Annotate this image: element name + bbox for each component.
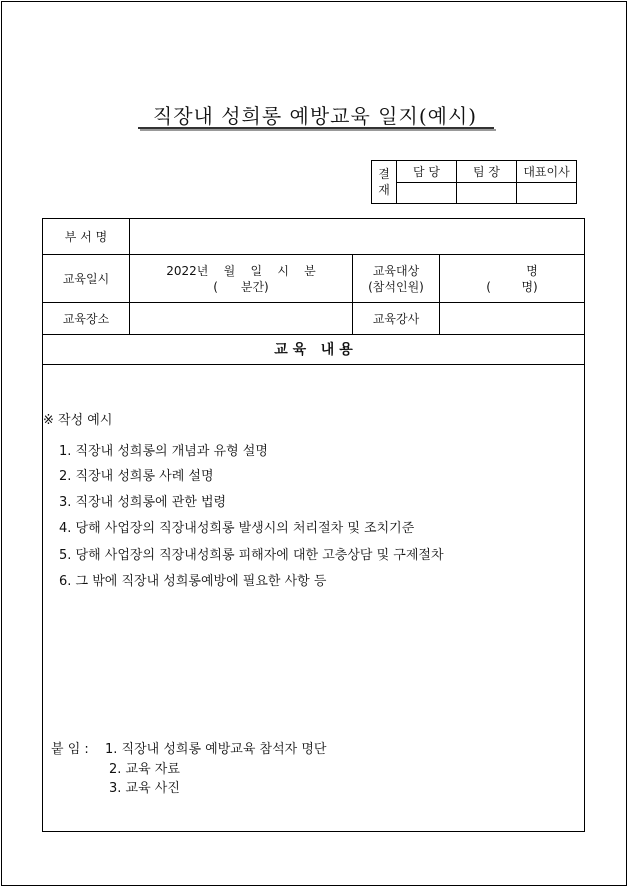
approval-sign-team-leader[interactable] (457, 183, 517, 204)
target-label-1: 교육대상 (372, 263, 420, 278)
approval-table (371, 160, 577, 204)
place-value[interactable] (130, 303, 353, 335)
title-underline (138, 127, 494, 129)
date-line-1: 2022년 월 일 시 분 (166, 263, 316, 278)
content-item: 5. 당해 사업장의 직장내성희롱 피해자에 대한 고충상담 및 구제절차 (59, 548, 444, 563)
approval-col-team-leader: 팀 장 (457, 161, 517, 183)
content-item: 3. 직장내 성희롱에 관한 법령 (59, 495, 227, 510)
content-item: 1. 직장내 성희롱의 개념과 유형 설명 (59, 444, 268, 459)
dept-label: 부 서 명 (43, 219, 130, 255)
example-heading: ※ 작성 예시 (43, 413, 113, 428)
target-value[interactable] (440, 255, 585, 303)
content-item: 2. 직장내 성희롱 사례 설명 (59, 469, 214, 484)
approval-col-staff: 담 당 (397, 161, 457, 183)
dept-value[interactable] (130, 219, 585, 255)
content-item: 6. 그 밖에 직장내 성희롱예방에 필요한 사항 등 (59, 574, 327, 589)
approval-sign-ceo[interactable] (517, 183, 577, 204)
target-label-2: (참석인원) (368, 279, 424, 294)
content-area[interactable] (42, 364, 585, 832)
target-line-1: 명 (526, 263, 538, 278)
approval-label (372, 161, 397, 204)
attachment-item: 3. 교육 사진 (109, 781, 180, 796)
attachment-item: 2. 교육 자료 (109, 762, 180, 777)
target-label (353, 255, 440, 303)
approval-label-top: 결 (378, 167, 390, 181)
page-title: 직장내 성희롱 예방교육 일지(예시) (152, 104, 478, 128)
info-table (42, 218, 585, 365)
place-label: 교육장소 (43, 303, 130, 335)
target-line-2: ( 명) (486, 279, 538, 294)
content-item: 4. 당해 사업장의 직장내성희롱 발생시의 처리절차 및 조치기준 (59, 521, 415, 536)
attachment-item: 1. 직장내 성희롱 예방교육 참석자 명단 (105, 742, 327, 757)
instructor-label: 교육강사 (353, 303, 440, 335)
approval-col-ceo: 대표이사 (517, 161, 577, 183)
date-value[interactable] (130, 255, 353, 303)
content-header: 교 육 내 용 (43, 335, 585, 365)
approval-label-bottom: 재 (378, 183, 390, 197)
attach-label: 붙 임 : (51, 742, 89, 757)
date-line-2: ( 분간) (213, 279, 269, 294)
approval-sign-staff[interactable] (397, 183, 457, 204)
date-label: 교육일시 (43, 255, 130, 303)
instructor-value[interactable] (440, 303, 585, 335)
